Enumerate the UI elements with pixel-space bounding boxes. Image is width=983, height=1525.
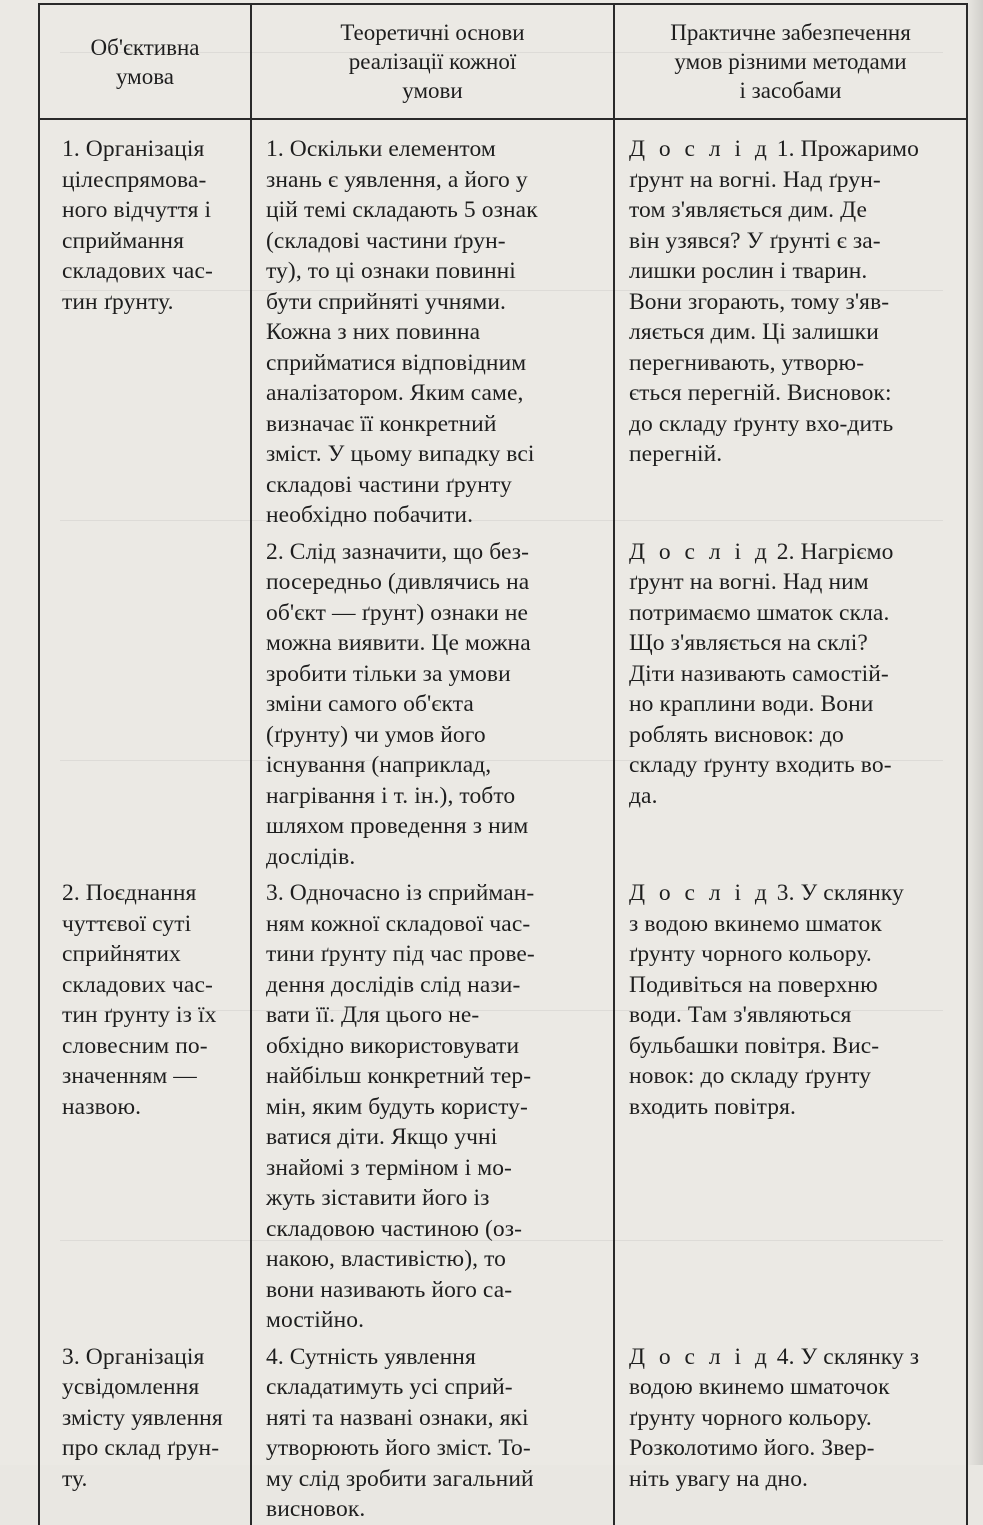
table-row — [39, 1336, 967, 1525]
practice-cell — [614, 1336, 967, 1525]
practice-cell — [614, 119, 967, 531]
practice-cell — [614, 872, 967, 1336]
table-row — [39, 872, 967, 1336]
header-theoretical-basis: Теоретичні основи реалізації кожної умови — [251, 4, 614, 119]
theory-cell: 1. Оскільки елементом знань є уявлення, а його у цій темі складають 5 ознак (складові частини ґрун- ту), то ці ознаки повинні бути сприйняті учнями. Кожна з них повинна сприйматися відповідним аналізатором. Яким саме, визначає її конкретний зміст. У цьому випадку всі складові частини ґрунту необхідно побачити. — [251, 119, 614, 531]
header-practical-support: Практичне забезпечення умов різними методами і засобами — [614, 4, 967, 119]
page-edge-shadow — [965, 0, 983, 1465]
experiment-label: Д о с л і д — [629, 136, 771, 162]
methodology-table — [38, 3, 968, 1525]
experiment-label: Д о с л і д — [629, 1343, 771, 1370]
condition-cell: 1. Організація цілеспрямова- ного відчуття і сприймання складових час- тин ґрунту. — [39, 119, 251, 531]
header-objective-condition: Об'єктивна умова — [39, 4, 251, 119]
theory-cell: 3. Одночасно із сприйман- ням кожної складової час- тини ґрунту під час прове- дення дослідів слід нази- вати її. Для цього не- обхідно використовувати найбільш конкретний тер- мін, яким будуть користу- ватися діти. Якщо учні знайомі з терміном і мо- жуть зіставити його із складовою частиною (оз- накою, властивістю), то вони називають його са- мостійно. — [251, 872, 614, 1336]
table-row — [39, 119, 967, 531]
theory-cell: 2. Слід зазначити, що без- посередньо (дивлячись на об'єкт — ґрунт) ознаки не можна виявити. Це можна зробити тільки за умови зміни самого об'єкта (ґрунту) чи умов його існування (наприклад, нагрівання і т. ін.), тобто шляхом проведення з ним дослідів. — [251, 531, 614, 873]
experiment-text: 4. У склянку з водою вкинемо шматочок ґрунту чорного кольору. Розколотимо його. Звер- ніть увагу на дно. — [629, 1343, 920, 1492]
condition-cell — [39, 531, 251, 873]
experiment-label: Д о с л і д — [629, 880, 771, 906]
experiment-text: 3. У склянку з водою вкинемо шматок ґрунту чорного кольору. Подивіться на поверхню води. Там з'являються бульбашки повітря. Вис- новок: до складу ґрунту входить повітря. — [629, 880, 904, 1120]
experiment-text: 1. Прожаримо ґрунт на вогні. Над ґрун- том з'являється дим. Де він узявся? У ґрунті є за- лишки рослин і тварин. Вони згорають, тому з'яв- ляється дим. Ці залишки перегнивають, утворю- ється перегній. Висновок: до складу ґрунту вхо-дить перегній. — [629, 136, 919, 467]
condition-cell: 2. Поєднання чуттєвої суті сприйнятих складових час- тин ґрунту із їх словесним по- значенням — назвою. — [39, 872, 251, 1336]
theory-cell: 4. Сутність уявлення складатимуть усі сприй- няті та названі ознаки, які утворюють його зміст. То- му слід зробити загальний висновок. — [251, 1336, 614, 1525]
experiment-label: Д о с л і д — [629, 538, 771, 565]
experiment-text: 2. Нагріємо ґрунт на вогні. Над ним потримаємо шматок скла. Що з'являється на склі? Діти називають самостій- но краплини води. Вони роблять висновок: до складу ґрунту входить во- да. — [629, 538, 894, 809]
table-row — [39, 531, 967, 873]
practice-cell — [614, 531, 967, 873]
table-header-row — [39, 4, 967, 119]
condition-cell: 3. Організація усвідомлення змісту уявлення про склад ґрун- ту. — [39, 1336, 251, 1525]
